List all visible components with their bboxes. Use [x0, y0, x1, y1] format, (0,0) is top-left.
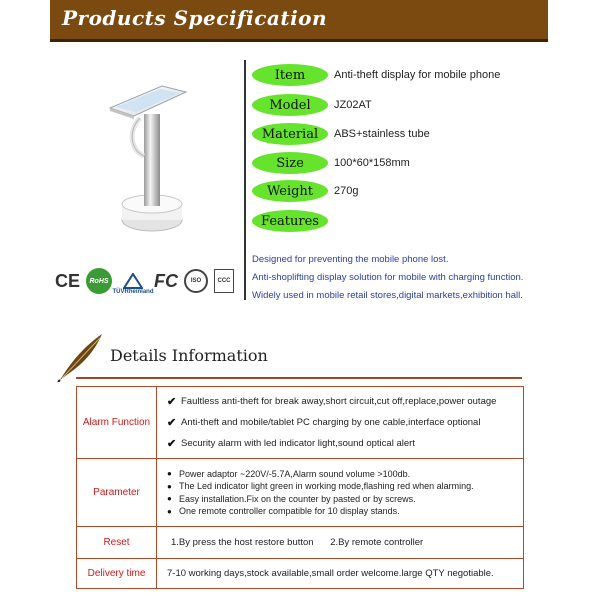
list-item	[167, 391, 515, 412]
list-item	[167, 433, 515, 454]
table-row-parameter	[77, 459, 524, 527]
bullet-icon: ●	[167, 506, 172, 516]
list-item	[167, 412, 515, 433]
spec-row-item	[252, 62, 552, 88]
spec-value-material: ABS+stainless tube	[334, 128, 430, 140]
parameter-item-text: The Led indicator light green in working mode,flashing red when alarming.	[179, 481, 474, 492]
reset-options	[157, 527, 524, 559]
fc-mark-icon: FC	[154, 270, 179, 291]
reset-option-1: 1.By press the host restore button	[171, 537, 314, 548]
table-row-alarm	[77, 387, 524, 459]
bullet-icon: ●	[167, 481, 172, 491]
spec-label-weight: Weight	[252, 180, 328, 202]
spec-label-size: Size	[252, 152, 328, 174]
alarm-item-text: Anti-theft and mobile/tablet PC charging by one cable,interface optional	[181, 417, 481, 428]
row-label-delivery-time: Delivery time	[77, 559, 157, 589]
delivery-time-text: 7-10 working days,stock available,small order welcome.large QTY negotiable.	[157, 559, 524, 589]
details-title: Details Information	[110, 346, 268, 365]
spec-label-model: Model	[252, 94, 328, 116]
product-image	[100, 70, 210, 245]
iso-mark-icon: ISO	[184, 269, 208, 293]
header-banner	[50, 0, 548, 42]
spec-value-model: JZ02AT	[334, 99, 372, 111]
checkmark-icon: ✔	[167, 396, 177, 408]
table-row-delivery	[77, 559, 524, 589]
rohs-mark-icon: RoHS	[86, 268, 112, 294]
row-label-reset: Reset	[77, 527, 157, 559]
alarm-function-list	[157, 387, 524, 459]
spec-value-item: Anti-theft display for mobile phone	[334, 69, 501, 81]
ce-mark-icon: CE	[55, 270, 81, 291]
spec-row-model	[252, 92, 552, 118]
spec-value-size: 100*60*158mm	[334, 157, 410, 169]
spec-label-material: Material	[252, 123, 328, 145]
tuv-label: TÜVRheinland	[112, 289, 154, 295]
quill-pen-icon	[56, 330, 106, 382]
tuv-triangle-icon	[123, 273, 143, 289]
parameter-item-text: Power adaptor ~220V/-5.7A,Alarm sound volume >100db.	[179, 468, 411, 479]
row-label-parameter: Parameter	[77, 459, 157, 527]
list-item	[167, 493, 515, 506]
details-table	[76, 386, 524, 589]
bullet-icon: ●	[167, 494, 172, 504]
reset-option-2: 2.By remote controller	[330, 537, 424, 548]
certification-logos	[55, 266, 245, 296]
feature-line: Anti-shoplifting display solution for mobile with charging function.	[252, 272, 524, 283]
alarm-item-text: Security alarm with led indicator light,sound optical alert	[181, 438, 415, 449]
list-item	[167, 468, 515, 481]
feature-line: Designed for preventing the mobile phone lost.	[252, 254, 449, 265]
spec-row-material	[252, 121, 552, 147]
row-label-alarm-function: Alarm Function	[77, 387, 157, 459]
tuv-mark-icon	[112, 267, 154, 295]
parameter-item-text: Easy installation.Fix on the counter by pasted or by screws.	[179, 493, 416, 504]
spec-label-item: Item	[252, 64, 328, 86]
details-rule	[76, 377, 522, 379]
table-row-reset	[77, 527, 524, 559]
spec-row-features	[252, 208, 552, 234]
banner-title: Products Specification	[62, 6, 328, 30]
bullet-icon: ●	[167, 469, 172, 479]
checkmark-icon: ✔	[167, 417, 177, 429]
spec-row-weight	[252, 178, 552, 204]
alarm-item-text: Faultless anti-theft for break away,short circuit,cut off,replace,power outage	[181, 396, 497, 407]
spec-label-features: Features	[252, 210, 328, 232]
spec-row-size	[252, 150, 552, 176]
list-item	[167, 480, 515, 493]
checkmark-icon: ✔	[167, 438, 177, 450]
parameter-item-text: One remote controller compatible for 10 display stands.	[179, 506, 400, 517]
feature-line: Widely used in mobile retail stores,digital markets,exhibition hall.	[252, 290, 523, 301]
vertical-divider	[244, 60, 246, 300]
parameter-list	[157, 459, 524, 527]
spec-value-weight: 270g	[334, 185, 359, 197]
list-item	[167, 505, 515, 518]
ccc-mark-icon: CCC	[214, 269, 234, 293]
